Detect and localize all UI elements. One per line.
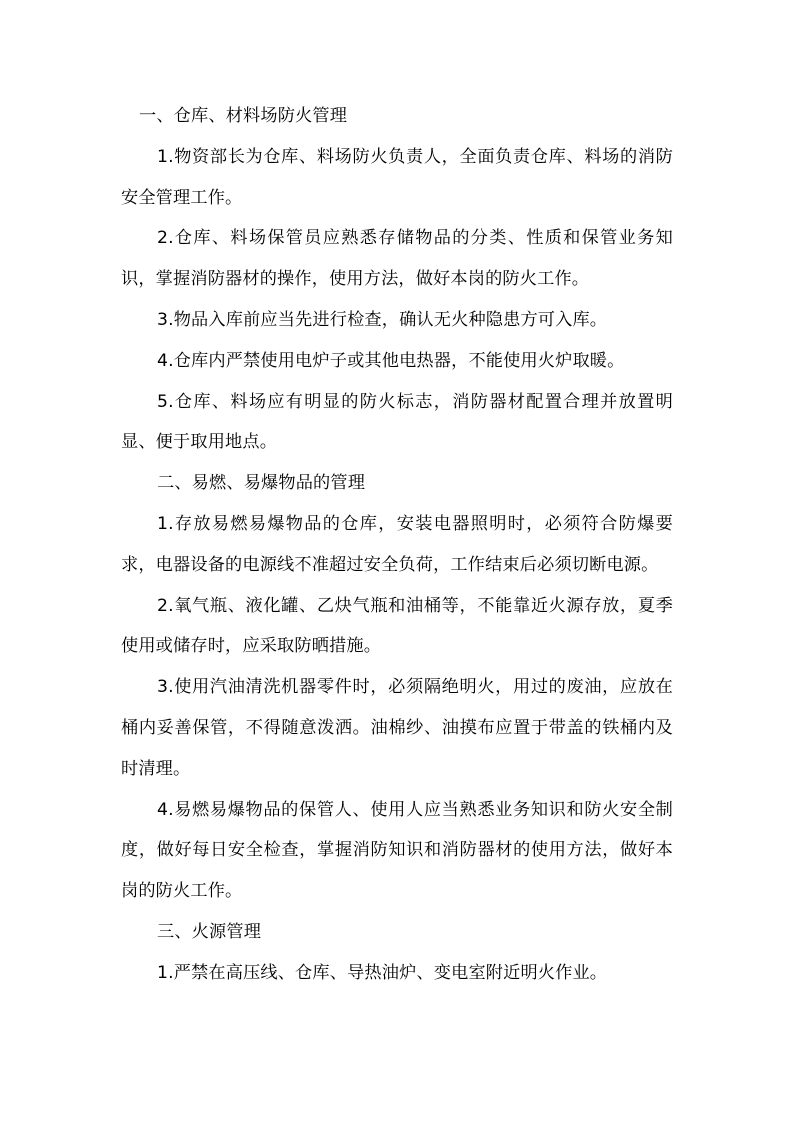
section-heading-warehouse: 一、仓库、材料场防火管理 (139, 106, 348, 126)
paragraph: 2.氧气瓶、液化罐、乙炔气瓶和油桶等，不能靠近火源存放，夏季使用或储存时，应采取防晒措施。 (121, 595, 673, 657)
paragraph: 3.物品入库前应当先进行检查，确认无火种隐患方可入库。 (157, 309, 608, 330)
paragraph: 1.物资部长为仓库、料场防火负责人，全面负责仓库、料场的消防安全管理工作。 (121, 146, 673, 208)
paragraph: 5.仓库、料场应有明显的防火标志，消防器材配置合理并放置明显、便于取用地点。 (121, 391, 673, 453)
paragraph: 2.仓库、料场保管员应熟悉存储物品的分类、性质和保管业务知识，掌握消防器材的操作，使用方法，做好本岗的防火工作。 (121, 228, 673, 290)
paragraph: 1.严禁在高压线、仓库、导热油炉、变电室附近明火作业。 (157, 962, 608, 983)
paragraph: 4.仓库内严禁使用电炉子或其他电热器，不能使用火炉取暖。 (157, 350, 625, 371)
section-heading-flammables: 二、易燃、易爆物品的管理 (157, 473, 366, 494)
paragraph: 4.易燃易爆物品的保管人、使用人应当熟悉业务知识和防火安全制度，做好每日安全检查，掌握消防知识和消防器材的使用方法，做好本岗的防火工作。 (121, 799, 673, 902)
paragraph: 3.使用汽油清洗机器零件时，必须隔绝明火，用过的废油，应放在桶内妥善保管，不得随意泼洒。油棉纱、油摸布应置于带盖的铁桶内及时清理。 (121, 677, 673, 779)
section-heading-fire-source: 三、火源管理 (157, 921, 262, 942)
document-body (121, 96, 673, 994)
paragraph: 1.存放易燃易爆物品的仓库，安装电器照明时，必须符合防爆要求，电器设备的电源线不准超过安全负荷，工作结束后必须切断电源。 (121, 513, 673, 575)
